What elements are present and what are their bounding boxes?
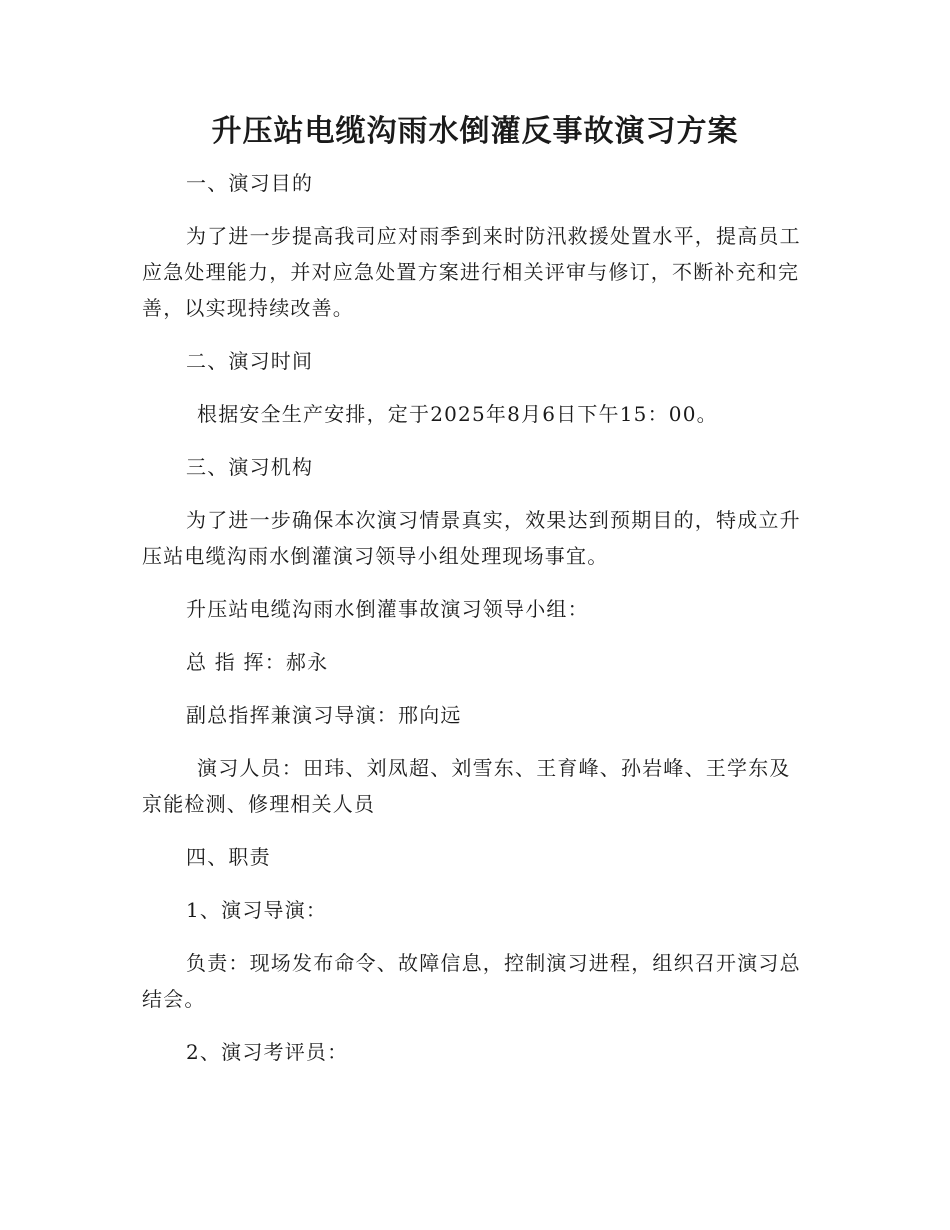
section-body-organization: 为了进一步确保本次演习情景真实，效果达到预期目的，特成立升压站电缆沟雨水倒灌演习领导小组处理现场事宜。 [142, 508, 801, 568]
section-body-purpose: 为了进一步提高我司应对雨季到来时防汛救援处置水平，提高员工应急处理能力，并对应急处置方案进行相关评审与修订，不断补充和完善，以实现持续改善。 [142, 224, 801, 320]
drill-staff-line: 演习人员：田玮、刘凤超、刘雪东、王育峰、孙岩峰、王学东及京能检测、修理相关人员 [142, 756, 791, 816]
duty-body-director: 负责：现场发布命令、故障信息，控制演习进程，组织召开演习总结会。 [142, 951, 801, 1011]
document-title: 升压站电缆沟雨水倒灌反事故演习方案 [211, 114, 739, 149]
deputy-commander-line: 副总指挥兼演习导演：邢向远 [186, 703, 462, 727]
duty-item-evaluator: 2、演习考评员： [186, 1040, 349, 1064]
leadership-group-label: 升压站电缆沟雨水倒灌事故演习领导小组： [186, 597, 589, 621]
section-heading-purpose: 一、演习目的 [186, 171, 314, 195]
section-heading-organization: 三、演习机构 [186, 455, 314, 479]
commander-line: 总 指 挥：郝永 [186, 650, 329, 674]
section-heading-time: 二、演习时间 [186, 349, 314, 373]
section-heading-duties: 四、职责 [186, 845, 271, 869]
duty-item-director: 1、演习导演： [186, 898, 328, 922]
section-body-time: 根据安全生产安排，定于2025年8月6日下午15：00。 [197, 402, 718, 426]
